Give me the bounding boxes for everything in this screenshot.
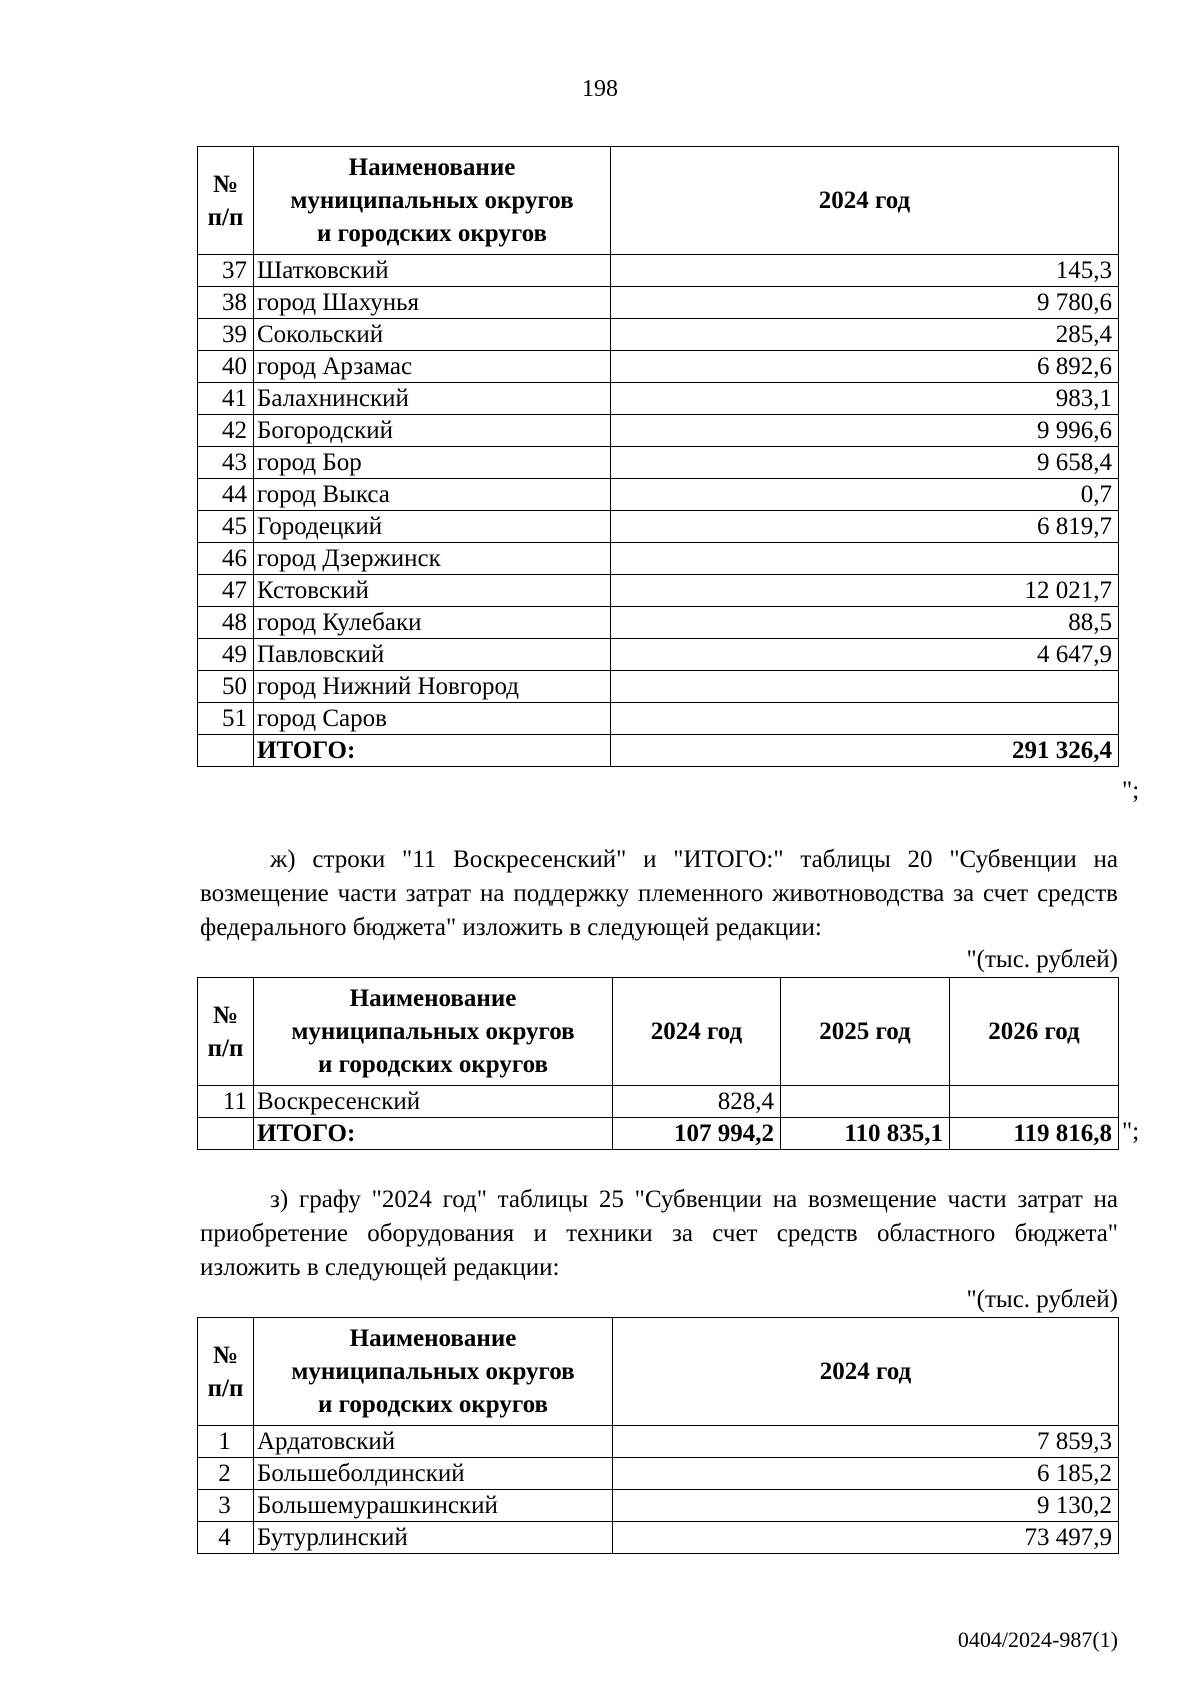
paragraph-z (200, 1183, 1118, 1285)
row-value: 9 996,6 (611, 415, 1119, 447)
table-row (198, 255, 1119, 287)
row-name: Балахнинский (254, 383, 611, 415)
row-name: Кстовский (254, 575, 611, 607)
row-number: 51 (198, 703, 254, 735)
row-number: 50 (198, 671, 254, 703)
row-value: 9 130,2 (613, 1490, 1119, 1522)
row-name: город Нижний Новгород (254, 671, 611, 703)
row-name: Городецкий (254, 511, 611, 543)
row-number: 44 (198, 479, 254, 511)
table-header (198, 147, 1119, 255)
col-header-2025: 2025 год (781, 978, 950, 1086)
row-number: 48 (198, 607, 254, 639)
row-name: город Саров (254, 703, 611, 735)
table-total-row (198, 735, 1119, 767)
table-row (198, 447, 1119, 479)
row-number: 42 (198, 415, 254, 447)
table-row (198, 351, 1119, 383)
table-row (198, 287, 1119, 319)
table-row (198, 703, 1119, 735)
table-header (198, 1318, 1119, 1426)
row-number: 3 (198, 1490, 254, 1522)
total-value-2024: 107 994,2 (613, 1118, 781, 1150)
row-name: Шатковский (254, 255, 611, 287)
row-value: 6 819,7 (611, 511, 1119, 543)
row-value: 6 185,2 (613, 1458, 1119, 1490)
paragraph-z-text: з) графу "2024 год" таблицы 25 "Субвенции на возмещение части затрат на приобретение оборудования и техники за счет средств областного бюджета" изложить в следующей редакции: (200, 1186, 1118, 1281)
table-row (198, 1086, 1119, 1118)
table-row (198, 511, 1119, 543)
total-label: ИТОГО: (254, 1118, 613, 1150)
table-row (198, 383, 1119, 415)
table2-closing-quote: "; (1122, 1118, 1140, 1145)
col-header-num: № п/п (198, 1318, 254, 1426)
row-value (611, 671, 1119, 703)
table-header (198, 978, 1119, 1086)
col-header-num: № п/п (198, 147, 254, 255)
row-name: город Выкса (254, 479, 611, 511)
col-header-2024: 2024 год (611, 147, 1119, 255)
table-row (198, 607, 1119, 639)
total-label: ИТОГО: (254, 735, 611, 767)
row-number: 45 (198, 511, 254, 543)
table-row (198, 543, 1119, 575)
table-row (198, 415, 1119, 447)
row-name: город Арзамас (254, 351, 611, 383)
table1-closing-quote: "; (1122, 777, 1140, 804)
col-header-2026: 2026 год (950, 978, 1119, 1086)
table-2024-part1 (197, 146, 1119, 767)
row-name: Большемурашкинский (254, 1490, 613, 1522)
table-row (198, 575, 1119, 607)
table-row (198, 1458, 1119, 1490)
row-number: 39 (198, 319, 254, 351)
table-row (198, 1426, 1119, 1458)
row-value: 983,1 (611, 383, 1119, 415)
row-value-2026 (950, 1086, 1119, 1118)
row-name: город Кулебаки (254, 607, 611, 639)
table-row (198, 671, 1119, 703)
row-name: город Дзержинск (254, 543, 611, 575)
col-header-2024: 2024 год (613, 978, 781, 1086)
table-total-row (198, 1118, 1119, 1150)
row-name: Богородский (254, 415, 611, 447)
row-value: 4 647,9 (611, 639, 1119, 671)
col-header-name: Наименование муниципальных округов и городских округов (254, 1318, 613, 1426)
table-row (198, 479, 1119, 511)
row-number: 43 (198, 447, 254, 479)
row-value: 9 658,4 (611, 447, 1119, 479)
col-header-name: Наименование муниципальных округов и городских округов (254, 147, 611, 255)
row-value: 9 780,6 (611, 287, 1119, 319)
row-value (611, 703, 1119, 735)
col-header-2024: 2024 год (613, 1318, 1119, 1426)
col-header-name: Наименование муниципальных округов и городских округов (254, 978, 613, 1086)
row-number (198, 1118, 254, 1150)
row-value: 88,5 (611, 607, 1119, 639)
row-name: город Шахунья (254, 287, 611, 319)
col-header-num: № п/п (198, 978, 254, 1086)
table-row (198, 1522, 1119, 1554)
row-name: Ардатовский (254, 1426, 613, 1458)
row-number: 49 (198, 639, 254, 671)
row-value-2024: 828,4 (613, 1086, 781, 1118)
row-number: 2 (198, 1458, 254, 1490)
row-number: 38 (198, 287, 254, 319)
page-number: 198 (582, 76, 618, 102)
row-name: Бутурлинский (254, 1522, 613, 1554)
table-row (198, 319, 1119, 351)
row-value: 7 859,3 (613, 1426, 1119, 1458)
row-value: 285,4 (611, 319, 1119, 351)
row-name: Большеболдинский (254, 1458, 613, 1490)
total-value-2026: 119 816,8 (950, 1118, 1119, 1150)
table-25-column (197, 1317, 1119, 1554)
row-number: 47 (198, 575, 254, 607)
row-number (198, 735, 254, 767)
row-number: 41 (198, 383, 254, 415)
row-number: 4 (198, 1522, 254, 1554)
unit-label-2: "(тыс. рублей) (966, 946, 1118, 973)
row-number: 11 (198, 1086, 254, 1118)
row-name: Сокольский (254, 319, 611, 351)
total-value-2025: 110 835,1 (781, 1118, 950, 1150)
row-number: 1 (198, 1426, 254, 1458)
unit-label-3: "(тыс. рублей) (966, 1286, 1118, 1313)
row-value: 6 892,6 (611, 351, 1119, 383)
total-value: 291 326,4 (611, 735, 1119, 767)
table-row (198, 1490, 1119, 1522)
row-value-2025 (781, 1086, 950, 1118)
row-value: 0,7 (611, 479, 1119, 511)
row-name: Воскресенский (254, 1086, 613, 1118)
document-code: 0404/2024-987(1) (957, 1627, 1118, 1652)
row-number: 40 (198, 351, 254, 383)
row-name: Павловский (254, 639, 611, 671)
row-value: 145,3 (611, 255, 1119, 287)
paragraph-zh (200, 843, 1118, 945)
row-number: 37 (198, 255, 254, 287)
row-number: 46 (198, 543, 254, 575)
row-value (611, 543, 1119, 575)
table-20-rows (197, 977, 1119, 1150)
row-value: 12 021,7 (611, 575, 1119, 607)
row-name: город Бор (254, 447, 611, 479)
paragraph-zh-text: ж) строки "11 Воскресенский" и "ИТОГО:" таблицы 20 "Субвенции на возмещение части затрат на поддержку племенного животноводства за счет средств федерального бюджета" изложить в следующей редакции: (200, 846, 1118, 941)
table-row (198, 639, 1119, 671)
row-value: 73 497,9 (613, 1522, 1119, 1554)
